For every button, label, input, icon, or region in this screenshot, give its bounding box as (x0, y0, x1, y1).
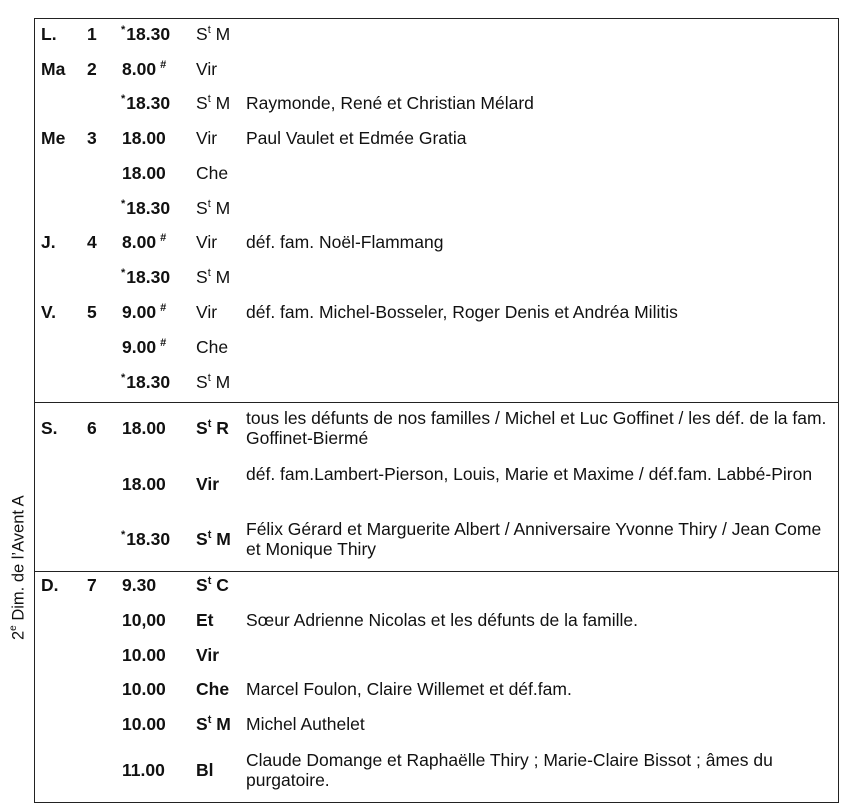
intention-text: Claude Domange et Raphaëlle Thiry ; Marie-Claire Bissot ; âmes du purgatoire. (246, 750, 773, 790)
place-code (196, 163, 228, 184)
place-code (196, 24, 230, 45)
mass-time (121, 59, 166, 80)
mass-time (121, 198, 174, 219)
place-sup: t (207, 372, 211, 385)
place-letter: Et (196, 610, 214, 630)
day-label: J. (41, 232, 56, 252)
place-code (196, 645, 219, 666)
time-prefix-mark: * (121, 372, 126, 385)
place-code (196, 418, 229, 439)
place-code (196, 302, 217, 323)
mass-time (121, 93, 174, 114)
mass-time (121, 575, 160, 596)
mass-time (121, 372, 174, 393)
place-letter: S (196, 267, 208, 287)
time-value: 18.30 (126, 529, 171, 549)
time-value: 9.00 (122, 337, 157, 357)
place-sup: t (207, 529, 212, 542)
mass-time (121, 714, 170, 735)
day-label: V. (41, 302, 56, 322)
place-letter: Vir (196, 59, 218, 79)
intention-text: Paul Vaulet et Edmée Gratia (246, 128, 467, 148)
time-value: 10.00 (122, 714, 166, 734)
mass-time (121, 302, 166, 323)
mass-time (121, 418, 170, 439)
place-code (196, 267, 230, 288)
place-rest: M (210, 267, 231, 287)
mass-time (121, 760, 169, 781)
place-letter: S (196, 24, 208, 44)
place-letter: S (196, 529, 208, 549)
time-value: 11.00 (122, 760, 165, 780)
place-letter: Vir (196, 232, 218, 252)
place-code (196, 337, 228, 358)
place-code (196, 93, 230, 114)
time-value: 18.00 (122, 163, 166, 183)
place-letter: S (196, 372, 208, 392)
intention-text: déf. fam. Michel-Bosseler, Roger Denis et Andréa Militis (246, 302, 678, 322)
day-label: L. (41, 24, 57, 44)
mass-time (121, 337, 166, 358)
place-code (196, 760, 214, 781)
day-number: 6 (87, 418, 97, 438)
place-code (196, 128, 217, 149)
place-letter: Bl (196, 760, 214, 780)
place-sup: t (207, 575, 212, 588)
time-prefix-mark: * (121, 198, 126, 211)
mass-time (121, 163, 170, 184)
saturday-section (35, 402, 838, 403)
time-prefix-mark: * (121, 529, 126, 542)
time-suffix-mark: # (160, 59, 167, 72)
day-number: 2 (87, 59, 97, 79)
mass-time (121, 679, 170, 700)
place-code (196, 232, 217, 253)
place-sup: t (207, 418, 212, 431)
place-sup: t (207, 198, 211, 211)
time-suffix-mark: # (160, 337, 167, 350)
time-value: 18.30 (126, 93, 171, 113)
place-letter: S (196, 575, 208, 595)
intention-text: Michel Authelet (246, 714, 365, 734)
mass-time (121, 128, 170, 149)
mass-time (121, 529, 174, 550)
day-label: D. (41, 575, 59, 595)
day-label: Me (41, 128, 66, 148)
time-value: 9.00 (122, 302, 157, 322)
place-rest: M (211, 714, 231, 734)
place-code (196, 610, 214, 631)
mass-time (121, 645, 170, 666)
place-rest: C (211, 575, 229, 595)
time-prefix-mark: * (121, 267, 126, 280)
intention-text: déf. fam.Lambert-Pierson, Louis, Marie et Maxime / déf.fam. Labbé-Piron (246, 464, 813, 484)
time-value: 18.00 (122, 128, 166, 148)
time-value: 10,00 (122, 610, 166, 630)
place-letter: Vir (196, 302, 218, 322)
place-rest: M (210, 24, 231, 44)
time-value: 10.00 (122, 679, 166, 699)
place-rest: R (211, 418, 229, 438)
day-label: S. (41, 418, 58, 438)
day-number: 3 (87, 128, 97, 148)
place-letter: S (196, 418, 208, 438)
place-letter: S (196, 198, 208, 218)
time-value: 9.30 (122, 575, 157, 595)
place-letter: Vir (196, 645, 220, 665)
time-value: 18.30 (126, 198, 171, 218)
intention-text: Félix Gérard et Marguerite Albert / Anniversaire Yvonne Thiry / Jean Come et Monique Thiry (246, 519, 822, 559)
place-letter: S (196, 93, 208, 113)
place-rest: M (210, 93, 231, 113)
place-code (196, 474, 219, 495)
time-value: 8.00 (122, 232, 157, 252)
place-sup: t (207, 267, 211, 280)
intention-text: déf. fam. Noël-Flammang (246, 232, 444, 252)
time-value: 18.30 (126, 267, 171, 287)
time-value: 8.00 (122, 59, 157, 79)
place-code (196, 575, 229, 596)
time-prefix-mark: * (121, 93, 126, 106)
place-letter: Che (196, 679, 230, 699)
place-code (196, 198, 230, 219)
sunday-section (35, 571, 838, 572)
place-letter: Vir (196, 474, 220, 494)
place-letter: S (196, 714, 208, 734)
mass-time (121, 24, 174, 45)
time-prefix-mark: * (121, 24, 126, 37)
place-rest: M (210, 198, 231, 218)
intention-text: Marcel Foulon, Claire Willemet et déf.fam. (246, 679, 572, 699)
mass-time (121, 610, 170, 631)
place-sup: t (207, 714, 212, 727)
time-value: 18.00 (122, 474, 166, 494)
side-label: 2e Dim. de l’Avent A (8, 495, 28, 640)
mass-time (121, 267, 174, 288)
place-letter: Vir (196, 128, 218, 148)
place-sup: t (207, 24, 211, 37)
intention-text: tous les défunts de nos familles / Michel et Luc Goffinet / les déf. de la fam. Goffinet-Biermé (246, 408, 827, 448)
intention-text: Sœur Adrienne Nicolas et les défunts de la famille. (246, 610, 638, 630)
place-rest: M (210, 372, 231, 392)
place-rest: M (211, 529, 231, 549)
place-letter: Che (196, 337, 229, 357)
time-suffix-mark: # (160, 302, 167, 315)
place-letter: Che (196, 163, 229, 183)
time-suffix-mark: # (160, 232, 167, 245)
time-value: 18.30 (126, 372, 171, 392)
place-code (196, 714, 231, 735)
time-value: 10.00 (122, 645, 166, 665)
place-code (196, 59, 217, 80)
place-sup: t (207, 93, 211, 106)
schedule-table (34, 18, 839, 803)
day-number: 1 (87, 24, 97, 44)
time-value: 18.30 (126, 24, 171, 44)
time-value: 18.00 (122, 418, 166, 438)
place-code (196, 679, 229, 700)
day-number: 7 (87, 575, 97, 595)
intention-text: Raymonde, René et Christian Mélard (246, 93, 534, 113)
day-number: 5 (87, 302, 97, 322)
mass-time (121, 474, 170, 495)
place-code (196, 372, 230, 393)
day-label: Ma (41, 59, 66, 79)
mass-time (121, 232, 166, 253)
day-number: 4 (87, 232, 97, 252)
place-code (196, 529, 231, 550)
